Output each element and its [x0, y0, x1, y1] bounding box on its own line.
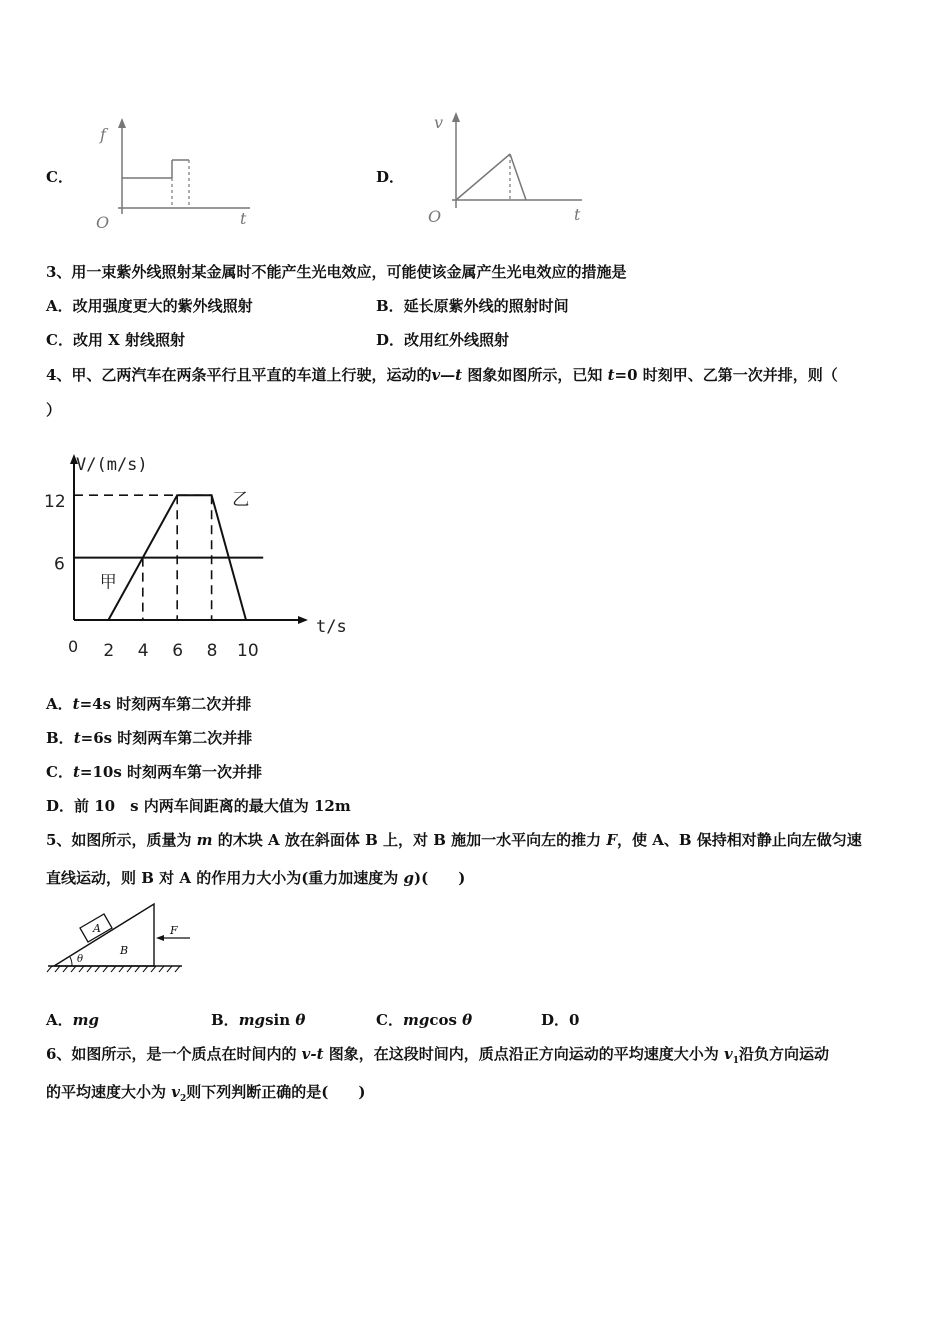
q5-option-b: B．mgsin θ — [211, 1011, 306, 1029]
q5-incline-figure — [44, 896, 194, 976]
option-d-graph — [422, 108, 592, 228]
y-tick-label: 12 — [44, 492, 66, 513]
q4-option-a: A．t=4s 时刻两车第二次并排 — [46, 695, 252, 713]
q5-stem-line2: 直线运动，则 B 对 A 的作用力大小为(重力加速度为 g)( ) — [46, 869, 466, 887]
x-tick-label: 8 — [206, 641, 218, 661]
q3-option-d: D．改用红外线照射 — [376, 331, 510, 349]
y-tick-label: 6 — [54, 554, 65, 575]
x-tick-label: 4 — [137, 641, 149, 661]
figure-block-b: B — [120, 944, 129, 957]
q5-stem-line1: 5、如图所示，质量为 m 的木块 A 放在斜面体 B 上，对 B 施加一水平向左的推力 F，使 A、B 保持相对静止向左做匀速 — [46, 831, 862, 849]
d-origin: O — [428, 207, 442, 226]
d-xlabel: t — [574, 205, 581, 224]
option-c-graph — [92, 112, 262, 232]
q4-option-b: B．t=6s 时刻两车第二次并排 — [46, 729, 253, 747]
figure-angle: θ — [77, 954, 84, 965]
q4-vt-chart — [40, 448, 360, 668]
x-tick-label: 6 — [172, 641, 184, 661]
q3-stem: 3、用一束紫外线照射某金属时不能产生光电效应，可能使该金属产生光电效应的措施是 — [46, 263, 627, 281]
x-tick-label: 10 — [237, 641, 259, 661]
figure-block-a: A — [93, 922, 101, 935]
q3-option-c: C．改用 X 射线照射 — [46, 331, 186, 349]
q4-stem-close: ） — [46, 401, 62, 419]
q6-stem-line1: 6、如图所示，是一个质点在时间内的 v-t 图象，在这段时间内，质点沿正方向运动的平均速度大小为 $v_1$沿负方向运动 — [46, 1045, 829, 1066]
q5-option-c: C．mgcos θ — [376, 1011, 473, 1029]
chart-xlabel: t/s — [316, 617, 347, 637]
q6-stem-line2: 的平均速度大小为 $v_2$则下列判断正确的是( ) — [46, 1083, 366, 1104]
option-c-label: C． — [46, 168, 73, 186]
chart-origin: 0 — [68, 637, 79, 656]
c-origin: O — [96, 213, 110, 232]
q5-option-d: D．0 — [541, 1011, 580, 1029]
q4-stem: 4、甲、乙两汽车在两条平行且平直的车道上行驶，运动的v—t 图象如图所示，已知 t=0 时刻甲、乙第一次并排，则（ — [46, 366, 838, 384]
q3-option-a: A．改用强度更大的紫外线照射 — [46, 297, 253, 315]
q3-option-b: B．延长原紫外线的照射时间 — [376, 297, 569, 315]
figure-force: F — [170, 924, 178, 937]
d-ylabel: v — [434, 113, 444, 132]
option-d-label: D． — [376, 168, 405, 186]
q5-option-a: A．mg — [46, 1011, 100, 1029]
q4-option-d: D．前 10 s 内两车间距离的最大值为 12m — [46, 797, 351, 815]
series-label-yi: 乙 — [232, 490, 250, 511]
q4-option-c: C．t=10s 时刻两车第一次并排 — [46, 763, 263, 781]
c-ylabel: f — [100, 125, 106, 144]
c-xlabel: t — [240, 209, 247, 228]
chart-ylabel: V/(m/s) — [76, 455, 148, 475]
x-tick-label: 2 — [103, 641, 115, 661]
series-label-jia: 甲 — [99, 572, 117, 593]
